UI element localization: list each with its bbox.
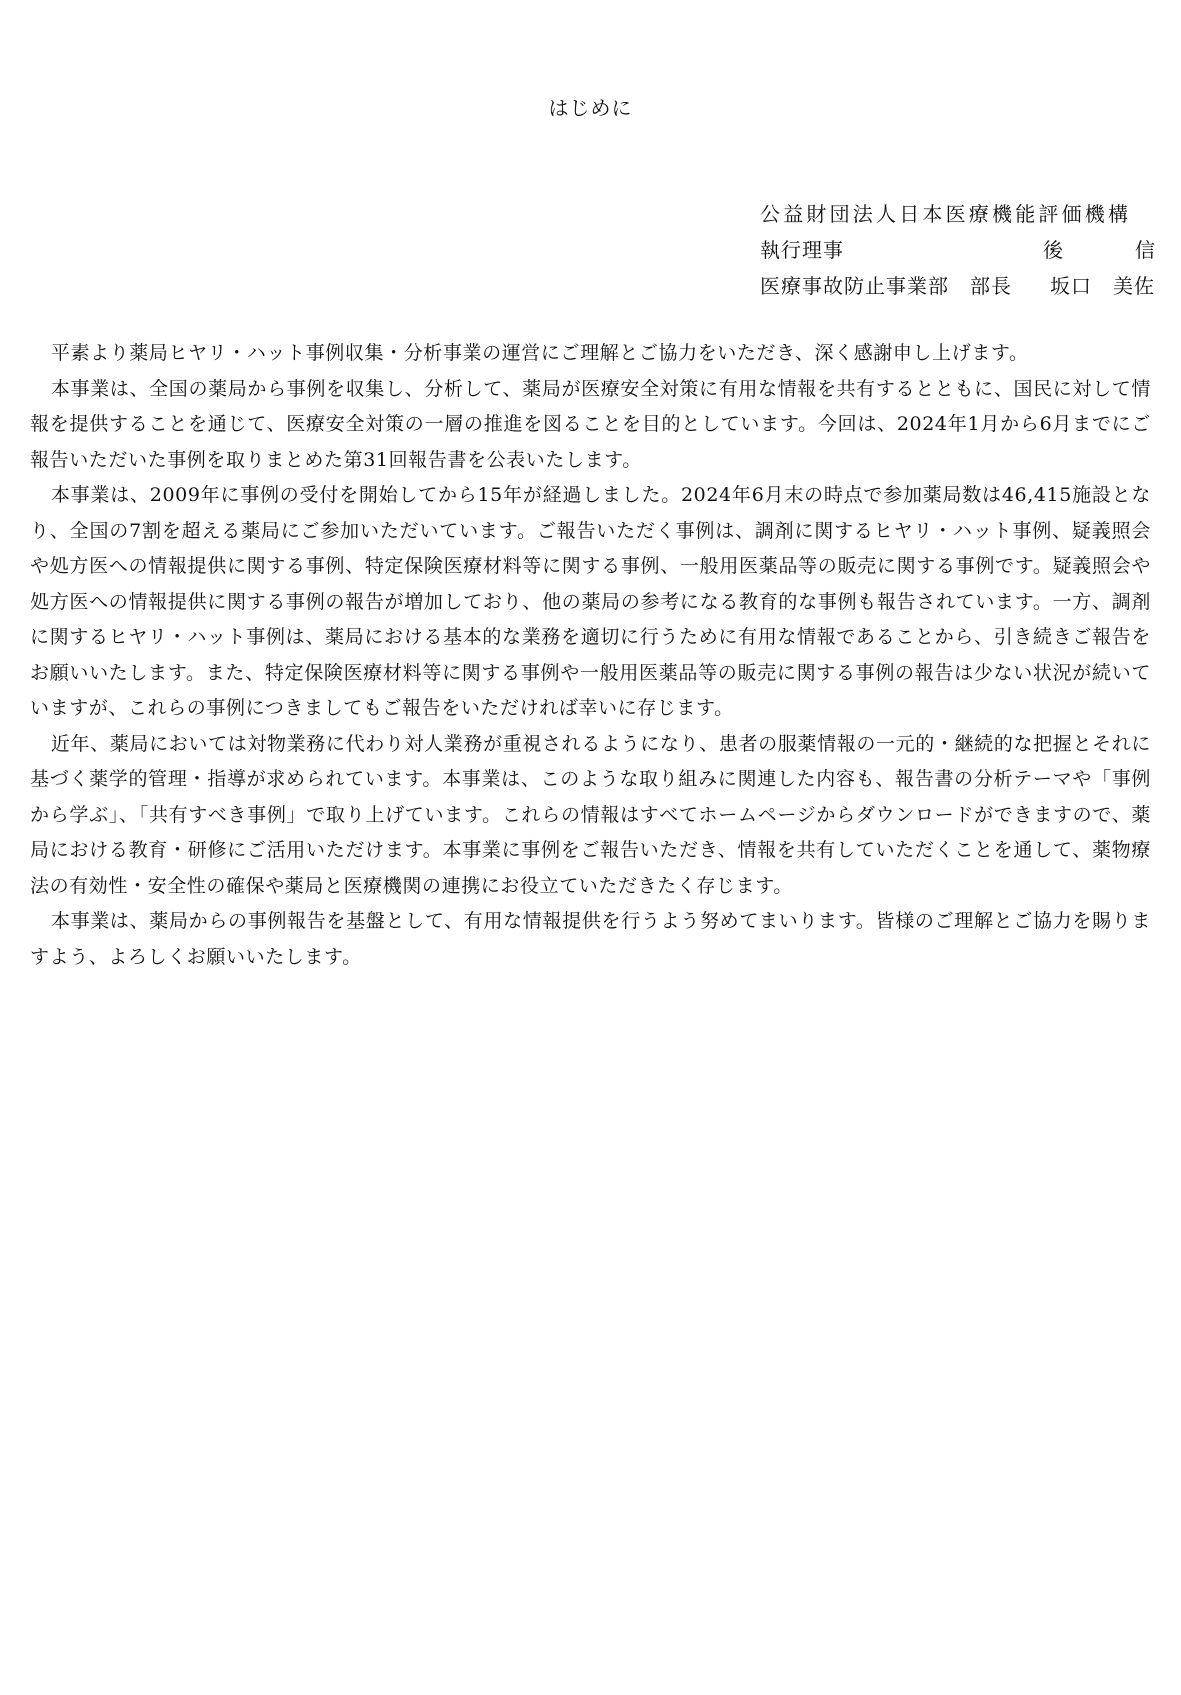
paragraph-3: 本事業は、2009年に事例の受付を開始してから15年が経過しました。2024年6月末の時点で参加薬局数は46,415施設となり、全国の7割を超える薬局にご参加いただいています。ご報告いただく事例は、調剤に関するヒヤリ・ハット事例、疑義照会や処方医への情報提供に関する事例、特定保険医療材料等に関する事例、一般用医薬品等の販売に関する事例です。疑義照会や処方医への情報提供に関する事例の報告が増加しており、他の薬局の参考になる教育的な事例も報告されています。一方、調剤に関するヒヤリ・ハット事例は、薬局における基本的な業務を適切に行うために有用な情報であることから、引き続きご報告をお願いいたします。また、特定保険医療材料等に関する事例や一般用医薬品等の販売に関する事例の報告は少ない状況が続いていますが、これらの事例につきましてもご報告をいただければ幸いに存じます。 <box>30 484 1151 719</box>
signature-role-1: 執行理事 <box>760 238 844 262</box>
signature-line-2 <box>760 268 1155 304</box>
signature-name-1: 後 信 <box>1043 238 1181 262</box>
signature-name-2: 坂口 美佐 <box>1050 274 1155 298</box>
signature-organization: 公益財団法人日本医療機能評価機構 <box>760 202 1132 226</box>
body-text <box>30 336 1151 975</box>
paragraph-1: 平素より薬局ヒヤリ・ハット事例収集・分析事業の運営にご理解とご協力をいただき、深く感謝申し上げます。 <box>50 342 1029 364</box>
signature-role-2: 医療事故防止事業部 部長 <box>760 274 1012 298</box>
paragraph-4: 近年、薬局においては対物業務に代わり対人業務が重視されるようになり、患者の服薬情報の一元的・継続的な把握とそれに基づく薬学的管理・指導が求められています。本事業は、このような取り組みに関連した内容も、報告書の分析テーマや「事例から学ぶ」、「共有すべき事例」で取り上げています。これらの情報はすべてホームページからダウンロードができますので、薬局における教育・研修にご活用いただけます。本事業に事例をご報告いただき、情報を共有していただくことを通して、薬物療法の有効性・安全性の確保や薬局と医療機関の連携にお役立ていただきたく存じます。 <box>30 732 1151 897</box>
paragraph-5: 本事業は、薬局からの事例報告を基盤として、有用な情報提供を行うよう努めてまいります。皆様のご理解とご協力を賜りますよう、よろしくお願いいたします。 <box>30 910 1151 968</box>
signature-line-1 <box>760 232 1181 268</box>
signature-block <box>760 196 1181 304</box>
signature-organization-line <box>760 196 1155 232</box>
page-title: はじめに <box>548 96 633 120</box>
paragraph-2: 本事業は、全国の薬局から事例を収集し、分析して、薬局が医療安全対策に有用な情報を共有するとともに、国民に対して情報を提供することを通じて、医療安全対策の一層の推進を図ることを目的としています。今回は、2024年1月から6月までにご報告いただいた事例を取りまとめた第31回報告書を公表いたします。 <box>30 377 1151 471</box>
